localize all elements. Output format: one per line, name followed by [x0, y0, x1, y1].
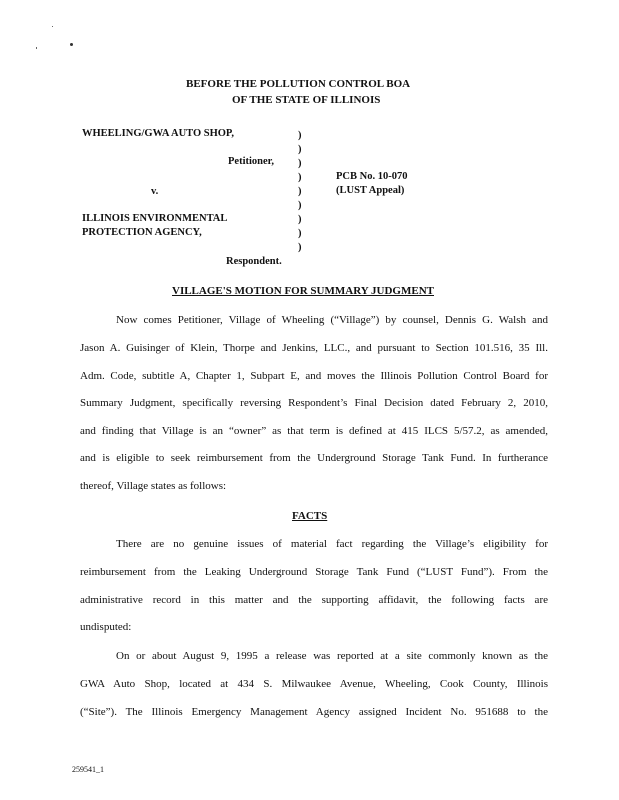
- release-line: On or about August 9, 1995 a release was reported at a site commonly known as the: [116, 650, 548, 662]
- release-line: GWA Auto Shop, located at 434 S. Milwaukee Avenue, Wheeling, Cook County, Illinois: [80, 678, 548, 690]
- facts-line: reimbursement from the Leaking Underground Storage Tank Fund (“LUST Fund”). From the: [80, 566, 548, 578]
- intro-line: and is eligible to seek reimbursement from the Underground Storage Tank Fund. In furtherance: [80, 452, 548, 464]
- intro-line: Summary Judgment, specifically reversing Respondent’s Final Decision dated February 2, 2010,: [80, 397, 548, 409]
- motion-title: VILLAGE'S MOTION FOR SUMMARY JUDGMENT: [172, 285, 434, 297]
- respondent-name-line-1: ILLINOIS ENVIRONMENTAL: [82, 213, 228, 224]
- case-number: PCB No. 10-070: [336, 171, 408, 182]
- court-header-line-1: BEFORE THE POLLUTION CONTROL BOA: [186, 78, 411, 90]
- respondent-name-line-2: PROTECTION AGENCY,: [82, 227, 202, 238]
- facts-line: administrative record in this matter and the supporting affidavit, the following facts are: [80, 594, 548, 606]
- scan-speck: [36, 47, 37, 49]
- versus-label: v.: [151, 186, 159, 197]
- caption-paren: ): [298, 172, 302, 183]
- intro-line: and finding that Village is an “owner” as that term is defined at 415 ILCS 5/57.2, as amended,: [80, 425, 548, 437]
- caption-paren: ): [298, 228, 302, 239]
- caption-paren: ): [298, 130, 302, 141]
- court-header-line-2: OF THE STATE OF ILLINOIS: [232, 94, 381, 106]
- facts-line: There are no genuine issues of material fact regarding the Village’s eligibility for: [116, 538, 548, 550]
- scan-speck: [52, 26, 53, 27]
- facts-heading: FACTS: [292, 510, 328, 522]
- scan-speck: [70, 43, 73, 46]
- case-type: (LUST Appeal): [336, 185, 405, 196]
- caption-paren: ): [298, 186, 302, 197]
- footer-document-id: 259541_1: [72, 765, 104, 774]
- caption-paren: ): [298, 214, 302, 225]
- release-line: (“Site”). The Illinois Emergency Management Agency assigned Incident No. 951688 to the: [80, 706, 548, 718]
- intro-line: Adm. Code, subtitle A, Chapter 1, Subpart E, and moves the Illinois Pollution Control Board for: [80, 370, 548, 382]
- caption-paren: ): [298, 200, 302, 211]
- respondent-role: Respondent.: [226, 256, 282, 267]
- petitioner-role: Petitioner,: [228, 156, 274, 167]
- caption-parens: [298, 130, 302, 256]
- caption-paren: ): [298, 158, 302, 169]
- intro-line: Now comes Petitioner, Village of Wheeling (“Village”) by counsel, Dennis G. Walsh and: [116, 314, 548, 326]
- petitioner-name: WHEELING/GWA AUTO SHOP,: [82, 128, 235, 139]
- caption-paren: ): [298, 242, 302, 253]
- intro-line: Jason A. Guisinger of Klein, Thorpe and Jenkins, LLC., and pursuant to Section 101.516, 35 Ill.: [80, 342, 548, 354]
- facts-line: undisputed:: [80, 621, 132, 633]
- caption-paren: ): [298, 144, 302, 155]
- intro-line: thereof, Village states as follows:: [80, 480, 227, 492]
